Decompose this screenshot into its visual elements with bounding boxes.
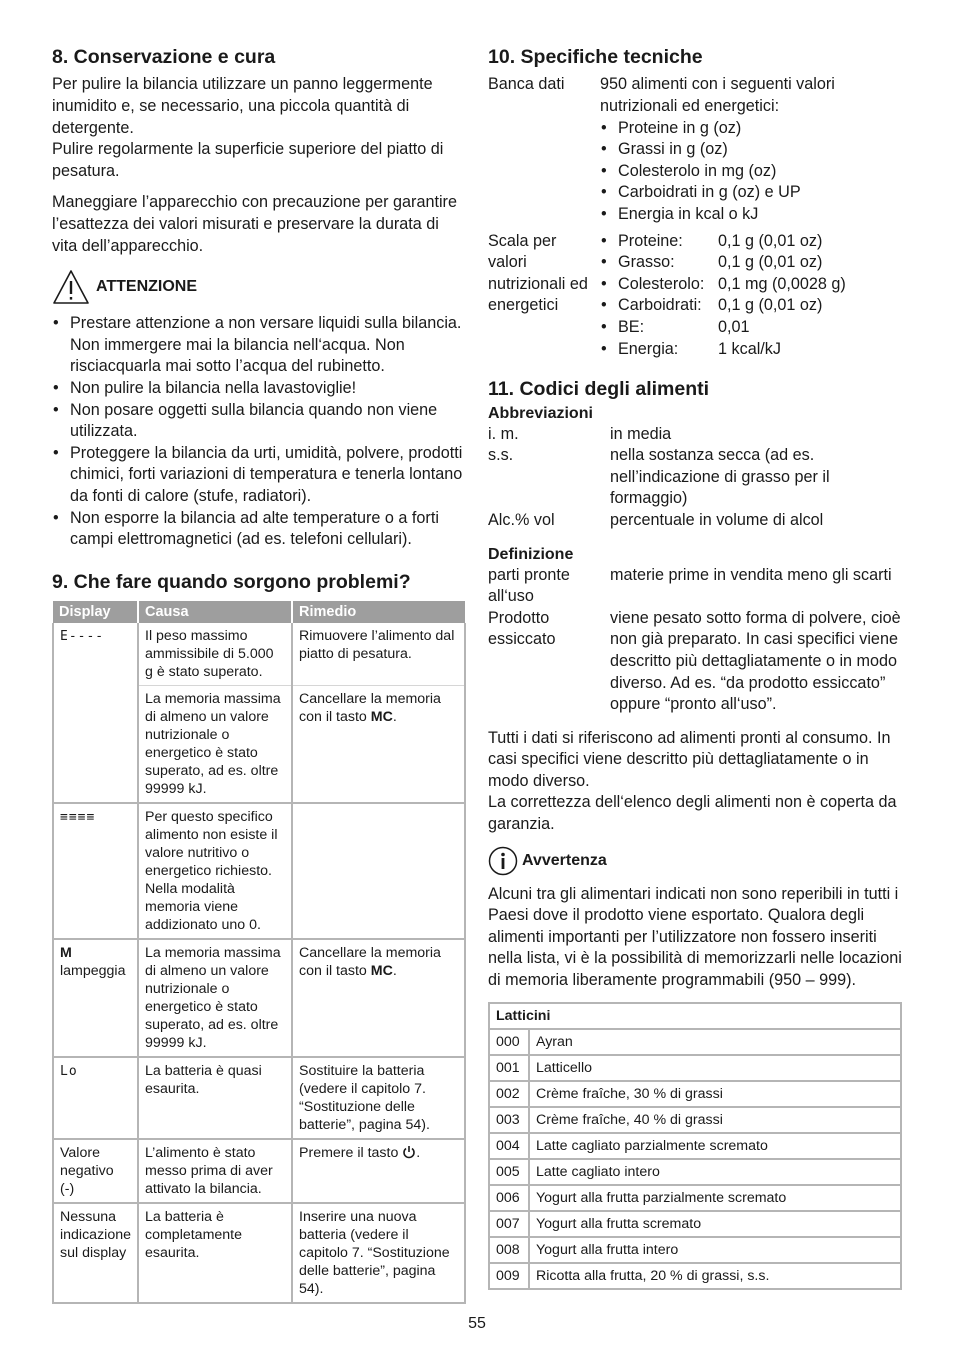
warning-item: • Non esporre la bilancia ad alte temperature o a forti campi elettromagnetici (ad es. telefoni cellulari). bbox=[52, 508, 466, 551]
food-name: Crème fraîche, 30 % di grassi bbox=[529, 1081, 901, 1107]
table-row bbox=[53, 1139, 465, 1203]
nutrient-name: • Proteine: bbox=[618, 231, 683, 250]
table-row bbox=[489, 1263, 901, 1289]
scale-item bbox=[600, 295, 902, 317]
cause-cell: L’alimento è stato messo prima di aver attivato la bilancia. bbox=[138, 1139, 292, 1203]
food-code: 009 bbox=[489, 1263, 529, 1289]
nutrient-name: • Energia: bbox=[618, 339, 679, 358]
nutrient-resolution: 0,1 mg (0,0028 g) bbox=[718, 274, 846, 293]
cause-cell: La memoria massima di almeno un valore nutrizionale o energetico è stato superato, ad es. oltre 99999 kJ. bbox=[138, 939, 292, 1057]
table-row bbox=[53, 623, 465, 686]
display-code: Lo bbox=[60, 1064, 78, 1080]
food-code: 005 bbox=[489, 1159, 529, 1185]
food-name: Ricotta alla frutta, 20 % di grassi, s.s. bbox=[529, 1263, 901, 1289]
food-code: 008 bbox=[489, 1237, 529, 1263]
abbr-value: nella sostanza secca (ad es. nell’indicazione di grasso per il formaggio) bbox=[610, 446, 830, 508]
scale-item bbox=[600, 317, 902, 339]
table-row bbox=[489, 1133, 901, 1159]
table-row bbox=[53, 1057, 465, 1139]
table-row bbox=[489, 1185, 901, 1211]
nutrient-resolution: 0,1 g (0,01 oz) bbox=[718, 296, 823, 315]
remedy-cell: Sostituire la batteria (vedere il capitolo 7. “Sostituzione delle batterie”, pagina 54). bbox=[292, 1057, 465, 1139]
note-text: Alcuni tra gli alimentari indicati non sono reperibili in tutti i Paesi dove il prodotto viene esportato. Qualora degli alimenti importanti per l’utilizzatore non fossero inseriti nella lista, vi è la possibilità di memorizzarli nelle locazioni di memoria liberamente programmabili (950 – 999). bbox=[488, 884, 902, 990]
food-code: 002 bbox=[489, 1081, 529, 1107]
database-item: • Colesterolo in mg (oz) bbox=[600, 161, 902, 183]
food-name: Yogurt alla frutta scremato bbox=[529, 1211, 901, 1237]
mc-key-label: MC bbox=[370, 963, 393, 980]
scale-label: Scala per valori nutrizionali ed energetici bbox=[488, 231, 588, 315]
display-text: lampeggia bbox=[60, 963, 126, 980]
remedy-cell bbox=[292, 1139, 465, 1203]
abbreviations-list bbox=[488, 424, 902, 532]
database-item: • Energia in kcal o kJ bbox=[600, 204, 902, 226]
warning-item: • Proteggere la bilancia da urti, umidità, polvere, prodotti chimici, forti variazioni di temperatura e tenerla lontano da fonti di calore (stufe, radiatori). bbox=[52, 443, 466, 508]
definitions-list bbox=[488, 565, 902, 716]
table-row bbox=[489, 1211, 901, 1237]
scale-list bbox=[600, 231, 902, 361]
nutrient-resolution: 1 kcal/kJ bbox=[718, 339, 781, 358]
definitions-title: Definizione bbox=[488, 545, 574, 563]
database-item: • Proteine in g (oz) bbox=[600, 118, 902, 140]
header-remedy: Rimedio bbox=[292, 601, 465, 623]
food-code: 006 bbox=[489, 1185, 529, 1211]
care-paragraph-1: Per pulire la bilancia utilizzare un panno leggermente inumidito e, se necessario, una piccola quantità di detergente. bbox=[52, 75, 433, 137]
remedy-text: . bbox=[392, 709, 397, 726]
remedy-text: . bbox=[392, 963, 397, 980]
cause-cell: La memoria massima di almeno un valore nutrizionale o energetico è stato superato, ad es. oltre 99999 kJ. bbox=[138, 686, 292, 804]
nutrient-resolution: 0,1 g (0,01 oz) bbox=[718, 231, 823, 250]
warning-item: • Non posare oggetti sulla bilancia quando non viene utilizzata. bbox=[52, 400, 466, 443]
display-code: E---- bbox=[60, 629, 105, 645]
info-icon bbox=[488, 846, 518, 876]
food-name: Ayran bbox=[529, 1029, 901, 1055]
database-value bbox=[600, 74, 902, 225]
def-key: Prodotto essiccato bbox=[488, 608, 556, 649]
cause-cell: Il peso massimo ammissibile di 5.000 g è stato superato. bbox=[138, 623, 292, 686]
food-category-header: Latticini bbox=[489, 1003, 901, 1029]
nutrient-name: • Grasso: bbox=[618, 253, 675, 272]
nutrient-name: • BE: bbox=[618, 317, 645, 336]
remedy-cell: Inserire una nuova batteria (vedere il capitolo 7. “Sostituzione delle batterie”, pagina 54). bbox=[292, 1203, 465, 1303]
warning-block bbox=[52, 269, 466, 305]
food-table-header bbox=[489, 1003, 901, 1029]
left-column bbox=[52, 46, 466, 1304]
remedy-cell bbox=[292, 939, 465, 1057]
table-row bbox=[489, 1159, 901, 1185]
remedy-cell: Rimuovere l’alimento dal piatto di pesatura. bbox=[292, 623, 465, 686]
database-label: Banca dati bbox=[488, 75, 565, 94]
food-codes-table bbox=[488, 1002, 902, 1290]
troubleshooting-table bbox=[52, 601, 466, 1304]
food-code: 001 bbox=[489, 1055, 529, 1081]
table-row bbox=[489, 1237, 901, 1263]
food-name: Latticello bbox=[529, 1055, 901, 1081]
section-10-title: 10. Specifiche tecniche bbox=[488, 46, 703, 68]
food-code: 003 bbox=[489, 1107, 529, 1133]
food-code: 004 bbox=[489, 1133, 529, 1159]
care-paragraph-2: Pulire regolarmente la superficie superiore del piatto di pesatura. bbox=[52, 140, 444, 180]
table-row bbox=[53, 803, 465, 939]
warning-item: • Prestare attenzione a non versare liquidi sulla bilancia. Non immergere mai la bilancia nell‘acqua. Non risciacquarla mai sotto l’acqua del rubinetto. bbox=[52, 313, 466, 378]
table-row bbox=[489, 1081, 901, 1107]
spec-scale bbox=[488, 231, 902, 361]
food-name: Yogurt alla frutta parzialmente scremato bbox=[529, 1185, 901, 1211]
food-name: Latte cagliato parzialmente scremato bbox=[529, 1133, 901, 1159]
abbr-value: percentuale in volume di alcol bbox=[610, 510, 824, 529]
scale-item bbox=[600, 274, 902, 296]
food-name: Latte cagliato intero bbox=[529, 1159, 901, 1185]
warning-item: • Non pulire la bilancia nella lavastoviglie! bbox=[52, 378, 466, 400]
abbr-key: i. m. bbox=[488, 424, 519, 443]
page-number: 55 bbox=[468, 1315, 486, 1332]
cause-cell: La batteria è completamente esaurita. bbox=[138, 1203, 292, 1303]
codes-paragraph-1: Tutti i dati si riferiscono ad alimenti pronti al consumo. In casi specifici viene descritto più dettagliatamente o in modo diverso. bbox=[488, 728, 891, 790]
display-cell: Nessuna indicazione sul display bbox=[53, 1203, 138, 1303]
table-header-row bbox=[53, 601, 465, 623]
display-cell: Valore negativo (-) bbox=[53, 1139, 138, 1203]
display-cell bbox=[53, 939, 138, 1057]
abbreviations-title: Abbreviazioni bbox=[488, 404, 593, 422]
display-code: ≡≡≡≡ bbox=[60, 810, 96, 826]
food-name: Yogurt alla frutta intero bbox=[529, 1237, 901, 1263]
warning-label: ATTENZIONE bbox=[96, 278, 198, 296]
section-11-title: 11. Codici degli alimenti bbox=[488, 378, 710, 401]
mc-key-label: MC bbox=[370, 709, 393, 726]
cause-cell: Per questo specifico alimento non esiste il valore nutritivo o energetico richiesto. Nella modalità memoria viene addizionato uno 0. bbox=[138, 803, 292, 939]
food-code: 007 bbox=[489, 1211, 529, 1237]
scale-item bbox=[600, 339, 902, 361]
abbr-value: in media bbox=[610, 424, 672, 443]
remedy-cell bbox=[292, 803, 465, 939]
table-row bbox=[489, 1107, 901, 1133]
display-cell bbox=[53, 623, 138, 803]
table-row bbox=[53, 1203, 465, 1303]
right-column bbox=[488, 46, 902, 1290]
remedy-text: Cancellare la memoria con il tasto bbox=[299, 691, 441, 726]
abbr-key: s.s. bbox=[488, 446, 514, 465]
database-list bbox=[600, 118, 902, 226]
table-row bbox=[53, 939, 465, 1057]
database-item: • Carboidrati in g (oz) e UP bbox=[600, 182, 902, 204]
power-icon bbox=[402, 1145, 416, 1159]
database-text: 950 alimenti con i seguenti valori nutrizionali ed energetici: bbox=[600, 75, 835, 116]
section-8-title: 8. Conservazione e cura bbox=[52, 46, 276, 68]
display-cell bbox=[53, 803, 138, 939]
scale-item bbox=[600, 231, 902, 253]
display-cell bbox=[53, 1057, 138, 1139]
header-cause: Causa bbox=[138, 601, 292, 623]
nutrient-resolution: 0,1 g (0,01 oz) bbox=[718, 253, 823, 272]
remedy-text: Premere il tasto bbox=[299, 1145, 403, 1162]
abbr-key: Alc.% vol bbox=[488, 510, 555, 529]
scale-item bbox=[600, 252, 902, 274]
warning-triangle-icon bbox=[52, 269, 90, 305]
def-value: materie prime in vendita meno gli scarti bbox=[610, 565, 892, 584]
note-block bbox=[488, 846, 902, 876]
nutrient-resolution: 0,01 bbox=[718, 317, 750, 336]
care-paragraph-3: Maneggiare l’apparecchio con precauzione per garantire l’esattezza dei valori misurati e preservare la durata di vita dell’apparecchio. bbox=[52, 193, 457, 255]
spec-database bbox=[488, 74, 902, 225]
note-label: Avvertenza bbox=[522, 851, 607, 869]
warning-list bbox=[52, 313, 466, 551]
header-display: Display bbox=[53, 601, 138, 623]
table-row bbox=[489, 1029, 901, 1055]
nutrient-name: • Carboidrati: bbox=[618, 296, 702, 315]
table-row bbox=[489, 1055, 901, 1081]
food-code: 000 bbox=[489, 1029, 529, 1055]
def-value: viene pesato sotto forma di polvere, cioè non già preparato. In casi specifici viene descritto più dettagliatamente o in modo diverso. Ad es. “da prodotto essiccato” oppure “pronto all‘uso”. bbox=[610, 608, 901, 714]
m-indicator-label: M bbox=[60, 945, 72, 962]
codes-paragraph-2: La correttezza dell‘elenco degli alimenti non è coperta da garanzia. bbox=[488, 793, 897, 834]
nutrient-name: • Colesterolo: bbox=[618, 274, 705, 293]
def-key: parti pronte all‘uso bbox=[488, 565, 570, 606]
remedy-text: . bbox=[416, 1145, 421, 1162]
section-9-title: 9. Che fare quando sorgono problemi? bbox=[52, 570, 411, 593]
database-item: • Grassi in g (oz) bbox=[600, 139, 902, 161]
remedy-cell bbox=[292, 686, 465, 804]
cause-cell: La batteria è quasi esaurita. bbox=[138, 1057, 292, 1139]
remedy-text: Cancellare la memoria con il tasto bbox=[299, 945, 441, 980]
food-name: Crème fraîche, 40 % di grassi bbox=[529, 1107, 901, 1133]
